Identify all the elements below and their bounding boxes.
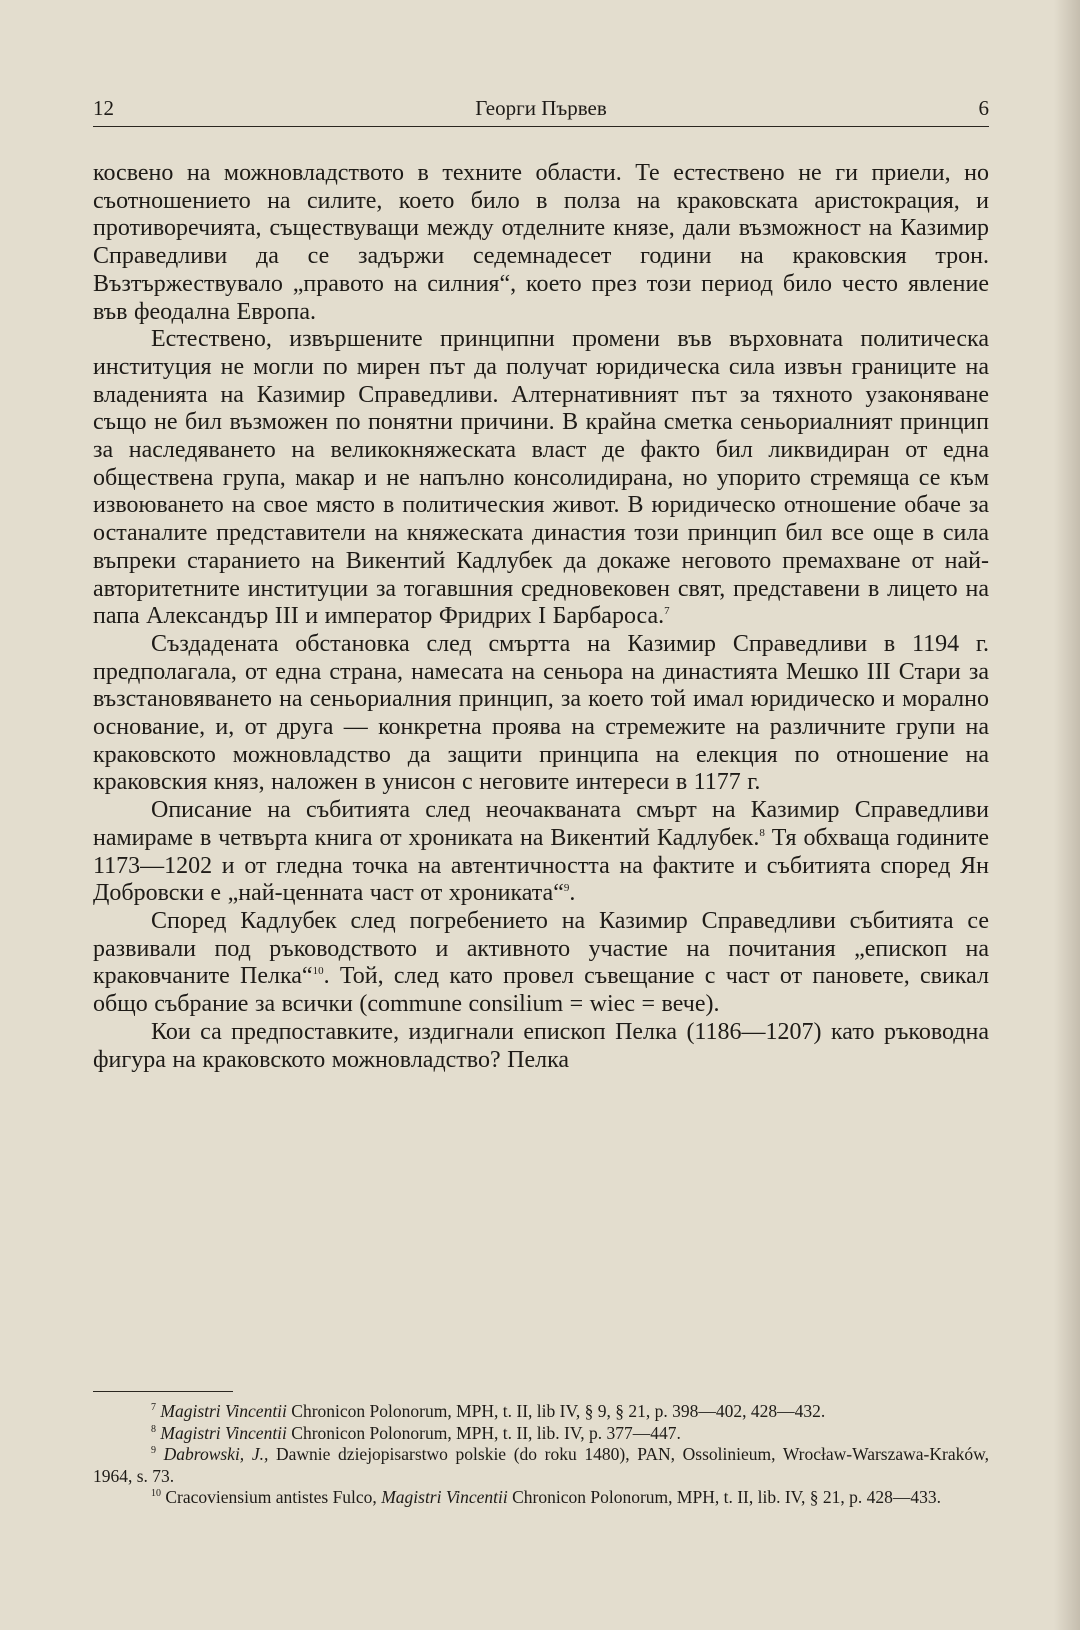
body-text xyxy=(93,160,989,1074)
footnote-8 xyxy=(93,1423,989,1445)
footnote-ref-9[interactable]: 9 xyxy=(563,882,570,895)
footnote-citation: Chronicon Polonorum, MPH, t. II, lib. IV, p. 377—447. xyxy=(286,1422,681,1443)
footnote-source-italic: Magistri Vincentii xyxy=(160,1401,287,1421)
chapter-number: 6 xyxy=(978,96,989,120)
footnote-7 xyxy=(93,1401,989,1423)
footnote-9 xyxy=(93,1444,989,1487)
footnote-source-italic: Magistri Vincentii xyxy=(160,1422,287,1443)
footnote-ref-10[interactable]: 10 xyxy=(312,965,324,978)
footnote-citation: Chronicon Polonorum, MPH, t. II, lib. IV, § 21, p. 428—433. xyxy=(507,1487,942,1507)
footnote-number: 9 xyxy=(151,1445,156,1456)
footnote-rule xyxy=(93,1391,233,1392)
footnote-number: 7 xyxy=(151,1402,156,1413)
footnote-ref-8[interactable]: 8 xyxy=(759,826,765,839)
footnote-source-italic: Magistri Vincentii xyxy=(381,1487,508,1507)
footnote-number: 8 xyxy=(151,1423,156,1435)
footnote-number: 10 xyxy=(151,1488,161,1499)
paragraph-3: Създадената обстановка след смъртта на Казимир Справедливи в 1194 г. предполагала, от една страна, намесата на сеньора на династията Мешко III Стари за възстановяването на сеньориалния принцип, за което той имал юридическо и морално основание, и, от друга — конкретна проява на стремежите на различните групи на краковското можновладство да защити принципа на елекция по отношение на краковския княз, наложен в унисон с неговите интереси в 1177 г. xyxy=(93,630,989,796)
footnote-citation-prefix: Cracoviensium antistes Fulco, xyxy=(161,1487,382,1507)
paragraph-2 xyxy=(93,326,989,631)
running-head-author: Георги Първев xyxy=(475,96,607,120)
paragraph-4-text-c: . xyxy=(569,880,576,907)
paragraph-2-text: Естествено, извършените принципни промени във върховната политическа институция не могли по мирен път да получат юридическа сила извън границите на владенията на Казимир Справедливи. Алтернативният път за тяхното узаконяване също не бил възможен по понятни причини. В крайна сметка сеньориалният принцип за наследяването на великокняжеската власт де факто бил ликвидиран от една обществена група, макар и не напълно консолидирана, но упорито стремяща се към извоюването на свое място в политическия живот. В юридическо отношение обаче за останалите представители на княжеската династия този принцип бил все още в сила въпреки старанието на Викентий Кадлубек да докаже неговото премахване от най-авторитетните институции за тогавшния средновековен свят, представени в лицето на папа Александър III и император Фридрих I Барбароса. xyxy=(93,326,989,630)
footnote-citation: Chronicon Polonorum, MPH, t. II, lib IV, § 9, § 21, p. 398—402, 428—432. xyxy=(286,1401,826,1421)
paragraph-1: косвено на можновладството в техните области. Те естествено не ги приели, но съотношението на силите, което било в полза на краковската аристокрация, и противоречията, съществуващи между отделните князе, дали възможност на Казимир Справедливи да се задържи седемнадесет години на краковския трон. Възтържествувало „правото на силния“, което през този период било често явление във феодална Европа. xyxy=(93,160,989,325)
paragraph-4-text-b: Тя обхваща годините 1173—1202 и от гледна точка на автентичността на фактите и събитията според Ян Добровски е „най-ценната част от хрониката“ xyxy=(93,824,989,907)
footnote-citation: Dawnie dziejopisarstwo polskie (do roku 1480), PAN, Ossolinieum, Wrocław-Warszawa-Kraków, 1964, s. 73. xyxy=(93,1444,989,1486)
footnote-source-italic: Dabrowski, J., xyxy=(163,1444,269,1464)
footnote-ref-7[interactable]: 7 xyxy=(664,605,670,618)
paragraph-4 xyxy=(93,797,989,908)
footnotes xyxy=(93,1401,989,1509)
paragraph-6: Кои са предпоставките, издигнали епископ Пелка (1186—1207) като ръководна фигура на краковското можновладство? Пелка xyxy=(93,1018,989,1073)
paragraph-5 xyxy=(93,908,989,1019)
paragraph-5-text-a: Според Кадлубек след погребението на Казимир Справедливи събитията се развивали под ръководството и активното участие на почитания „епископ на краковчаните Пелка“ xyxy=(93,907,989,990)
paragraph-5-text-b: . Той, след като провел съвещание с част от пановете, свикал общо събрание за всички (commune consilium = wiec = вече). xyxy=(93,963,989,1018)
footnote-10 xyxy=(93,1487,989,1509)
page-number: 12 xyxy=(93,96,114,120)
running-head xyxy=(93,92,989,127)
paragraph-4-text-a: Описание на събитията след неочакваната смърт на Казимир Справедливи намираме в четвърта книга от хрониката на Викентий Кадлубек. xyxy=(93,797,989,851)
